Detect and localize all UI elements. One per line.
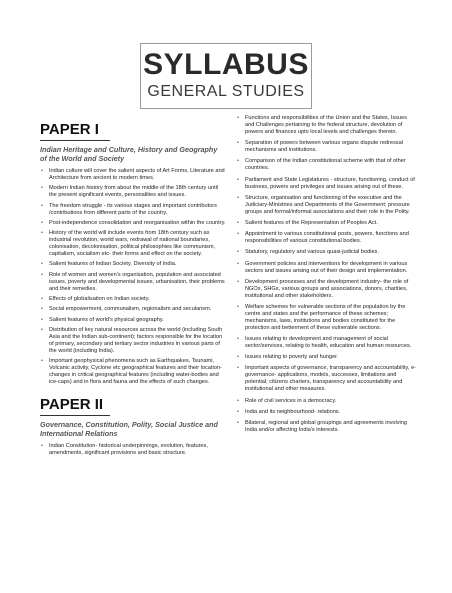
- bullet-icon: •: [41, 261, 43, 268]
- bullet-icon: •: [237, 249, 239, 256]
- topic-list-item: [236, 231, 416, 245]
- topic-text: Salient features of world's physical geography.: [49, 316, 164, 323]
- topic-list-item: [236, 279, 416, 300]
- bullet-icon: •: [237, 420, 239, 426]
- bullet-icon: •: [237, 278, 239, 285]
- topic-text: Comparison of the Indian constitutional scheme with that of other countries.: [245, 158, 406, 172]
- paper-2-heading: PAPER II: [40, 397, 110, 416]
- left-column: [40, 121, 226, 461]
- topic-list-item: [40, 261, 226, 268]
- topic-text: Role of civil services in a democracy.: [245, 397, 337, 404]
- topic-text: Salient features of Indian Society, Diversity of India.: [49, 261, 177, 268]
- bullet-icon: •: [41, 326, 43, 333]
- right-column: [236, 115, 416, 438]
- topic-list-item: [236, 420, 416, 434]
- bullet-icon: •: [41, 443, 43, 450]
- topic-list-item: [40, 203, 226, 217]
- bullet-icon: •: [237, 260, 239, 267]
- bullet-icon: •: [237, 408, 239, 415]
- topic-text: Effects of globalisation on Indian society.: [49, 296, 150, 303]
- paper-2-topic-list: [40, 443, 226, 457]
- topic-text: History of the world will include events from 18th century such as industrial revolution, world wars, redrawal of national boundaries, colonisation, decolonisation, political philosophies like communism, capitalism, socialism etc- their forms and effect on the society.: [49, 230, 216, 258]
- bullet-icon: •: [237, 194, 239, 201]
- bullet-icon: •: [41, 168, 43, 174]
- topic-list-item: [236, 140, 416, 154]
- bullet-icon: •: [237, 365, 239, 372]
- bullet-icon: •: [41, 230, 43, 237]
- paper-1-topic-list: [40, 168, 226, 386]
- bullet-icon: •: [41, 306, 43, 313]
- topic-text: Distribution of key natural resources across the world (including South Asia and the Indian sub-continent); factors responsible for the location of primary, secondary and tertiary sector industries in various parts of the world (including India).: [49, 326, 223, 354]
- topic-text: Government policies and interventions for development in various sectors and issues arising out of their design and implementation.: [245, 260, 408, 274]
- topic-text: Post-independence consolidation and reorganisation within the country.: [49, 219, 226, 226]
- topic-text: India and its neighbourhood- relations.: [245, 408, 341, 415]
- topic-list-item: [236, 398, 416, 405]
- paper-2-subtitle: Governance, Constitution, Polity, Social Justice and International Relations: [40, 420, 218, 439]
- bullet-icon: •: [41, 219, 43, 226]
- syllabus-header-box: [140, 43, 312, 109]
- topic-list-item: [40, 185, 226, 199]
- paper-2-section: [40, 396, 226, 457]
- topic-list-item: [40, 317, 226, 324]
- topic-list-item: [40, 272, 226, 293]
- topic-list-item: [40, 306, 226, 313]
- topic-list-item: [236, 365, 416, 393]
- topic-list-item: [40, 168, 226, 182]
- topic-list-item: [236, 115, 416, 136]
- topic-text: Salient features of the Representation of Peoples Act.: [245, 219, 378, 226]
- topic-list-item: [236, 409, 416, 416]
- topic-list-item: [40, 443, 226, 457]
- topic-text: The freedom struggle - its various stages and important contributors /contributions from different parts of the country.: [49, 202, 217, 216]
- topic-text: Indian culture will cover the salient aspects of Art Forms, Literature and Architecture from ancient to modern times.: [49, 168, 225, 181]
- topic-text: Issues relating to development and management of social sector/services, relating to health, education and human resources.: [245, 336, 412, 350]
- topic-text: Structure, organisation and functioning of the executive and the Judiciary-Ministries and Departments of the Government; pressure groups and formal/informal associations and their role in the Polity.: [245, 194, 410, 215]
- bullet-icon: •: [237, 140, 239, 147]
- bullet-icon: •: [237, 354, 239, 361]
- topic-text: Issues relating to poverty and hunger.: [245, 354, 339, 361]
- bullet-icon: •: [237, 231, 239, 238]
- paper-1-heading: PAPER I: [40, 122, 110, 141]
- topic-list-item: [40, 220, 226, 227]
- paper-1-subtitle: Indian Heritage and Culture, History and Geography of the World and Society: [40, 145, 218, 163]
- topic-list-item: [236, 261, 416, 275]
- topic-text: Social empowerment, communalism, regionalism and secularism.: [49, 306, 212, 313]
- topic-list-item: [236, 304, 416, 332]
- topic-text: Statutory, regulatory and various quasi-judicial bodies.: [245, 249, 379, 256]
- general-studies-subtitle: GENERAL STUDIES: [147, 83, 305, 100]
- topic-text: Important aspects of governance, transparency and accountability, e-governance- applications, models, successes, limitations and potential; citizens charters, transparency and accountability and institutional and other measures.: [245, 365, 416, 393]
- bullet-icon: •: [41, 202, 43, 209]
- bullet-icon: •: [237, 303, 239, 310]
- bullet-icon: •: [237, 219, 239, 226]
- topic-text: Functions and responsibilities of the Union and the States, Issues and Challenges pertaining to the federal structure, devolution of powers and finances upto local levels and challenges therein.: [245, 115, 408, 135]
- bullet-icon: •: [237, 158, 239, 165]
- topic-list-item: [236, 354, 416, 361]
- topic-list-item: [236, 158, 416, 172]
- topic-text: Welfare schemes for vulnerable sections of the population by the centre and states and the performance of these schemes; mechanisms, laws, institutions and bodies constituted for the protection and betterment of these vulnerable sections.: [245, 303, 406, 331]
- topic-list-item: [236, 220, 416, 227]
- topic-list-item: [40, 358, 226, 386]
- topic-text: Indian Constitution- historical underpinnings, evolution, features, amendments, significant provisions and basic structure.: [49, 443, 208, 457]
- topic-text: Modern Indian history from about the middle of the 18th century until the present significant events, personalities and issues.: [49, 185, 219, 199]
- topic-list-item: [236, 336, 416, 350]
- topic-text: Separation of powers between various organs dispute redressal mechanisms and institutions.: [245, 140, 403, 154]
- topic-list-item: [236, 177, 416, 191]
- topic-text: Important geophysical phenomena such as Earthquakes, Tsunami, Volcanic activity, Cyclone etc geographical features and their location- changes in critical geographical features (including water-bodies and ice-caps) and in flora and fauna and the effects of such changes.: [49, 358, 222, 386]
- topic-text: Parliament and State Legislatures - structure, functioning, conduct of business, powers and privileges and issues arising out of these.: [245, 176, 415, 190]
- syllabus-title: SYLLABUS: [143, 48, 309, 81]
- topic-text: Bilateral, regional and global groupings and agreements involving India and/or affecting India's interests.: [245, 420, 408, 433]
- topic-text: Development processes and the development industry- the role of NGOs, SHGs, various groups and associations, donors, charities, institutional and other stakeholders.: [245, 278, 409, 299]
- bullet-icon: •: [41, 296, 43, 303]
- bullet-icon: •: [41, 271, 43, 278]
- bullet-icon: •: [237, 176, 239, 183]
- paper-2-continued-topic-list: [236, 115, 416, 434]
- topic-list-item: [236, 195, 416, 216]
- topic-list-item: [40, 230, 226, 258]
- topic-list-item: [40, 296, 226, 303]
- topic-list-item: [236, 249, 416, 256]
- bullet-icon: •: [237, 397, 239, 404]
- topic-text: Role of women and women's organisation, population and associated issues, poverty and developmental issues, urbanisation, their problems and their remedies.: [49, 271, 225, 292]
- bullet-icon: •: [237, 115, 239, 121]
- bullet-icon: •: [41, 316, 43, 323]
- bullet-icon: •: [41, 358, 43, 365]
- bullet-icon: •: [41, 185, 43, 192]
- topic-text: Appointment to various constitutional posts, powers, functions and responsibilities of various constitutional bodies.: [245, 231, 409, 245]
- topic-list-item: [40, 327, 226, 355]
- bullet-icon: •: [237, 336, 239, 343]
